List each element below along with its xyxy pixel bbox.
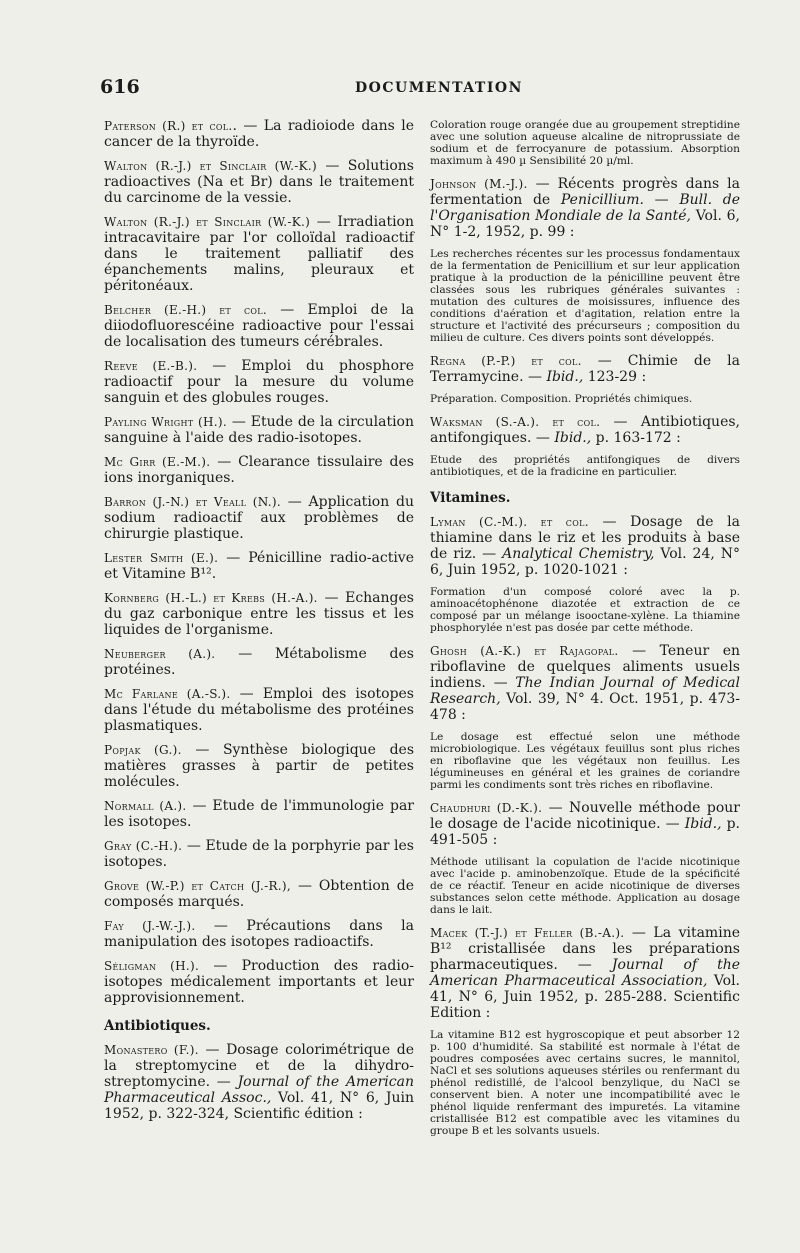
entry-journal: The Indian Journal of Medical Research,: [430, 675, 740, 707]
entry-journal: Journal of the American Pharmaceutical Association,: [430, 957, 740, 989]
entry-author: Reeve (E.-B.).: [104, 359, 198, 373]
entry-citation: Vol. 41, N° 6, Juin 1952, p. 285-288. Scientific Edition :: [430, 973, 740, 1021]
bibliography-entry: [104, 214, 414, 294]
entry-title: — Chimie de la Terramycine. —: [430, 353, 740, 385]
section-heading-vitamines: Vitamines.: [430, 490, 511, 506]
entry-johnson: [430, 176, 740, 240]
entry-author: Macek (T.-J.) et Feller (B.-A.).: [430, 926, 625, 940]
bibliography-entry: [104, 158, 414, 206]
entry-italic-word: Penicillium.: [560, 192, 644, 208]
entry-author: Payling Wright (H.).: [104, 415, 227, 429]
bibliography-entry: [104, 302, 414, 350]
entry-title: — Etude de la circulation sanguine à l'aide des radio-isotopes.: [104, 414, 414, 446]
entry-author: Lester Smith (E.).: [104, 551, 219, 565]
bibliography-entry: [104, 918, 414, 950]
abstract-lyman: Formation d'un composé coloré avec la p. aminoacétophénone diazotée et extraction de ce composé par un mélange isooctane-xylène. La thiamine phosphorylée n'est pas dosée par cette méthode.: [430, 586, 740, 634]
entry-citation: Vol. 6, N° 1-2, 1952, p. 99 :: [430, 208, 740, 240]
entry-author: Paterson (R.) et col.: [104, 119, 233, 133]
left-column: [104, 118, 414, 1130]
bibliography-entry: [104, 646, 414, 678]
entry-journal: Bull. de l'Organisation Mondiale de la Santé,: [430, 192, 741, 224]
entry-journal: Journal of the American Pharmaceutical Assoc.,: [104, 1074, 414, 1106]
bibliography-entry: [104, 742, 414, 790]
entry-title: — La vitamine B¹² cristallisée dans les préparations pharmaceutiques. —: [430, 925, 740, 973]
abstract-chaudhuri: Méthode utilisant la copulation de l'acide nicotinique avec l'acide p. aminobenzoïque. Etude de la spécificité de ce réactif. Teneur en acide nicotinique de diverses substances selon cette méthode. Application au dosage dans le lait.: [430, 856, 740, 916]
entry-journal: Ibid.,: [684, 816, 722, 832]
section-heading-antibiotiques: Antibiotiques.: [104, 1018, 211, 1034]
entry-title: — Etude de l'immunologie par les isotopes.: [104, 798, 414, 830]
entry-title: — Emploi des isotopes dans l'étude du métabolisme des protéines plasmatiques.: [104, 686, 414, 734]
entry-title: — Teneur en riboflavine de quelques aliments usuels indiens. —: [430, 643, 741, 691]
page-number: 616: [100, 76, 140, 98]
bibliography-entry: [104, 686, 414, 734]
entry-author: Kornberg (H.-L.) et Krebs (H.-A.).: [104, 591, 318, 605]
entry-citation: Vol. 24, N° 6, Juin 1952, p. 1020-1021 :: [430, 546, 740, 578]
entry-title: — Clearance tissulaire des ions inorganiques.: [104, 454, 414, 486]
abstract-macek: La vitamine B12 est hygroscopique et peut absorber 12 p. 100 d'humidité. Sa stabilité est normale à l'état de poudres composées avec certains sucres, le mannitol, NaCl et ses solutions aqueuses stériles ou renfermant du phénol redistillé, de l'alcool benzylique, du NaCl se conservent bien. A noter une incompatibilité avec le phénol liquide renfermant des impuretés. La vitamine cristallisée B12 est compatible avec les vitamines du groupe B et les solvants usuels.: [430, 1029, 740, 1137]
entry-title: . — La radioiode dans le cancer de la thyroïde.: [104, 118, 415, 150]
abstract-monastero: Coloration rouge orangée due au groupement streptidine avec une solution aqueuse alcaline de nitroprussiate de sodium et de ferrocyanure de potassium. Absorption maximum à 490 µ Sensibilité 20 µ/ml.: [430, 119, 740, 167]
abstract-johnson: Les recherches récentes sur les processus fondamentaux de la fermentation de Penicillium et sur leur application pratique à la production de la pénicilline peuvent être classées sous les rubriques générales suivantes : mutation des cultures de moisissures, influence des conditions d'aération et d'agitation, relation entre la structure et l'activité des précurseurs ; composition du milieu de culture. Ces divers points sont développés.: [430, 248, 740, 344]
entry-title: — Nouvelle méthode pour le dosage de l'acide nicotinique. —: [430, 800, 740, 832]
entry-journal: Analytical Chemistry,: [502, 546, 655, 562]
abstract-ghosh: Le dosage est effectué selon une méthode microbiologique. Les végétaux feuillus sont plus riches en riboflavine que les végétaux non feuillus. Les légumineuses en général et les graines de coriandre parmi les condiments sont très riches en riboflavine.: [430, 731, 740, 791]
bibliography-entry: [104, 958, 414, 1006]
entry-citation: Vol. 41, N° 6, Juin 1952, p. 322-324, Scientific édition :: [104, 1090, 414, 1122]
entry-journal: Ibid.,: [554, 430, 592, 446]
entry-title: — Précautions dans la manipulation des isotopes radioactifs.: [104, 918, 414, 950]
entry-author: Walton (R.-J.) et Sinclair (W.-K.): [104, 159, 317, 173]
entry-title: — Antibiotiques, antifongiques. —: [430, 414, 740, 446]
entry-journal: Ibid.,: [546, 369, 584, 385]
entry-author: Normall (A.).: [104, 799, 187, 813]
entry-waksman: [430, 414, 740, 446]
page-header: [100, 76, 740, 106]
entry-title: — Récents progrès dans la fermentation de: [430, 176, 740, 208]
entry-title: — Emploi de la diiodofluorescéine radioactive pour l'essai de localisation des tumeurs cérébrales.: [104, 302, 414, 350]
entry-citation: p. 491-505 :: [430, 816, 740, 848]
entry-citation: Vol. 39, N° 4. Oct. 1951, p. 473-478 :: [430, 691, 740, 723]
entry-citation: p. 163-172 :: [591, 430, 681, 446]
bibliography-entry: [104, 838, 414, 870]
entry-author: Barron (J.-N.) et Veall (N.).: [104, 495, 281, 509]
entry-dash: —: [643, 192, 680, 208]
entry-title: — Irradiation intracavitaire par l'or colloïdal radioactif dans le traitement palliatif des épanchements malins, pleuraux et péritonéaux.: [104, 214, 414, 294]
bibliography-entry: [104, 118, 414, 150]
entry-chaudhuri: [430, 800, 740, 848]
entry-author: Waksman (S.-A.). et col.: [430, 415, 601, 429]
entry-author: Popjak (G.).: [104, 743, 182, 757]
entry-author: Ghosh (A.-K.) et Rajagopal.: [430, 644, 619, 658]
bibliography-entry: [104, 798, 414, 830]
bibliography-entry: [104, 550, 414, 582]
entry-title: — Obtention de composés marqués.: [104, 878, 414, 910]
bibliography-entry: [104, 414, 414, 446]
left-entries: [104, 118, 414, 1006]
entry-lyman: [430, 514, 740, 578]
entry-monastero: [104, 1042, 414, 1122]
bibliography-entry: [104, 878, 414, 910]
entry-author: Fay (J.-W.-J.).: [104, 919, 196, 933]
entry-author: Mc Girr (E.-M.).: [104, 455, 211, 469]
entry-author: Johnson (M.-J.).: [430, 177, 528, 191]
abstract-regna: Préparation. Composition. Propriétés chimiques.: [430, 393, 693, 405]
entry-title: — Métabolisme des protéines.: [104, 646, 414, 678]
bibliography-entry: [104, 358, 414, 406]
entry-author: Chaudhuri (D.-K.).: [430, 801, 543, 815]
entry-author: Grove (W.-P.) et Catch (J.-R.),: [104, 879, 291, 893]
abstract-waksman: Etude des propriétés antifongiques de divers antibiotiques, et de la fradicine en particulier.: [430, 454, 740, 478]
entry-author: Walton (R.-J.) et Sinclair (W.-K.): [104, 215, 311, 229]
entry-title: — Dosage colorimétrique de la streptomycine et de la dihydro-streptomycine. —: [104, 1042, 414, 1090]
entry-author: Gray (C.-H.).: [104, 839, 183, 853]
entry-title: — Dosage de la thiamine dans le riz et les produits à base de riz. —: [430, 514, 740, 562]
bibliography-entry: [104, 494, 414, 542]
entry-title: — Application du sodium radioactif aux problèmes de chirurgie plastique.: [104, 494, 414, 542]
entry-title: — Production des radio-isotopes médicalement importants et leur approvisionnement.: [104, 958, 414, 1006]
entry-regna: [430, 353, 740, 385]
entry-title: — Echanges du gaz carbonique entre les tissus et les liquides de l'organisme.: [104, 590, 414, 638]
entry-author: Regna (P.-P.) et col.: [430, 354, 582, 368]
entry-author: Lyman (C.-M.). et col.: [430, 515, 589, 529]
entry-author: Mc Farlane (A.-S.).: [104, 687, 231, 701]
bibliography-entry: [104, 454, 414, 486]
entry-title: — Synthèse biologique des matières grasses à partir de petites molécules.: [104, 742, 415, 790]
entry-author: Belcher (E.-H.) et col.: [104, 303, 267, 317]
entry-title: — Pénicilline radio-active et Vitamine B¹².: [104, 550, 414, 582]
running-title: DOCUMENTATION: [355, 80, 523, 96]
entry-ghosh: [430, 643, 740, 723]
entry-title: — Etude de la porphyrie par les isotopes.: [104, 838, 414, 870]
entry-citation: 123-29 :: [583, 369, 647, 385]
entry-title: — Emploi du phosphore radioactif pour la mesure du volume sanguin et des globules rouges.: [104, 358, 414, 406]
entry-macek: [430, 925, 740, 1021]
bibliography-entry: [104, 590, 414, 638]
entry-title: — Solutions radioactives (Na et Br) dans le traitement du carcinome de la vessie.: [104, 158, 414, 206]
right-column: [430, 118, 740, 1146]
entry-author: Neuberger (A.).: [104, 647, 216, 661]
entry-author: Monastero (F.).: [104, 1043, 199, 1057]
entry-author: Séligman (H.).: [104, 959, 200, 973]
